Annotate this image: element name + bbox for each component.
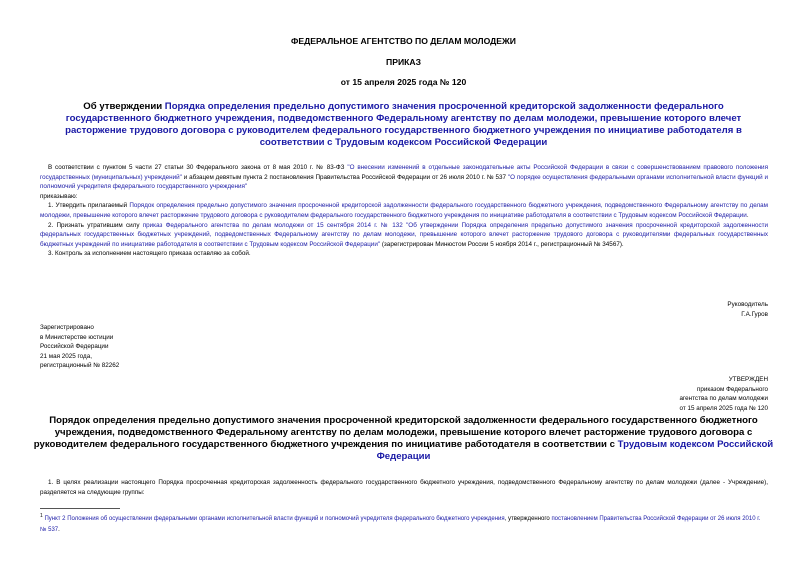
- footnote-marker: 1: [40, 513, 43, 519]
- registration-block: [40, 323, 260, 371]
- order-item-2-link[interactable]: приказ Федерального агентства по делам молодежи от 15 сентября 2014 г. № 132 "Об утверждении Порядка определения предельно допустимого значения просроченной кредиторской задолженности федеральных государственных бюджетных учреждений, подведомственных Федеральному агентству по делам молодежи, превышение которого влечет расторжение трудового договора с руководителями федеральных государственных бюджетных учреждений по инициативе работодателя в соответствии с Трудовым кодексом Российской Федерации": [40, 221, 768, 248]
- labor-code-link[interactable]: Трудовым кодексом Российской Федерации: [376, 439, 774, 462]
- footnote-text: , утвержденного: [504, 516, 552, 522]
- approved-line-4: от 15 апреля 2025 года № 120: [679, 404, 768, 412]
- footnote-resolution-link[interactable]: постановлением Правительства Российской Федерации от 26 июля 2010 г. № 537: [40, 516, 761, 533]
- document-type: ПРИКАЗ: [386, 57, 421, 67]
- order-item-1-prefix: 1. Утвердить прилагаемый: [48, 202, 130, 210]
- preamble-text-1: В соответствии с пунктом 5 части 27 статьи 30 Федерального закона от 8 мая 2010 г. № 83-ФЗ: [48, 164, 348, 171]
- order-title-prefix: Об утверждении: [83, 101, 165, 112]
- preamble-law-link[interactable]: "О внесении изменений в отдельные законодательные акты Российской Федерации в связи с совершенствованием правового положения государственных (муниципальных) учреждений": [40, 164, 768, 181]
- registration-line-3: Российской Федерации: [40, 343, 109, 351]
- signature-role: Руководитель: [727, 301, 768, 308]
- registration-line-4: 21 мая 2025 года,: [40, 352, 92, 360]
- footnote-divider: [40, 508, 120, 509]
- preamble-paragraph: [40, 163, 768, 192]
- approved-line-2: приказом Федерального: [696, 385, 768, 393]
- order-item-2-suffix: (зарегистрирован Минюстом России 5 ноября 2014 г., регистрационный № 34567).: [380, 240, 624, 248]
- footnote-end: .: [58, 527, 60, 533]
- approved-block: [560, 375, 768, 413]
- procedure-title: [30, 415, 777, 463]
- signature-block: [560, 300, 768, 319]
- order-item-1-link[interactable]: Порядок определения предельно допустимого значения просроченной кредиторской задолженности федерального государственного бюджетного учреждения, подведомственного Федеральному агентству по делам молодежи, превышение которого влечет расторжение трудового договора с руководителем федерального государственного бюджетного учреждения по инициативе работодателя в соответствии с Трудовым кодексом Российской Федерации: [40, 202, 768, 219]
- order-title: [50, 101, 757, 149]
- procedure-title-text: Порядок определения предельно допустимого значения просроченной кредиторской задолженности федерального государственного бюджетного учреждения, подведомственного Федеральному агентству по делам молодежи, превышение которого влечет расторжение трудового договора с руководителем федерального государственного бюджетного учреждения по инициативе работодателя в соответствии с: [33, 415, 758, 450]
- orders-word: приказываю:: [40, 192, 78, 200]
- signature-name: Г.А.Гуров: [741, 310, 768, 318]
- approved-line-3: агентства по делам молодежи: [679, 395, 768, 403]
- order-item-2-prefix: 2. Признать утратившим силу: [48, 221, 143, 229]
- footnote: [40, 511, 768, 536]
- procedure-item-1: [40, 478, 768, 497]
- order-item-1-suffix: .: [746, 211, 749, 219]
- footnote-regulation-link[interactable]: Пункт 2 Положения об осуществлении федеральными органами исполнительной власти функций и полномочий учредителя федерального бюджетного учреждения: [44, 516, 505, 522]
- approved-line-1: УТВЕРЖДЕН: [728, 376, 768, 383]
- order-item-1: [40, 201, 768, 220]
- procedure-item-1-text: 1. В целях реализации настоящего Порядка просроченная кредиторская задолженность федерального государственного бюджетного учреждения, подведомственного Федеральному агентству по делам молодежи (далее - Учреждение), разделяется на следующие группы:: [40, 479, 768, 496]
- order-item-3: 3. Контроль за исполнением настоящего приказа оставляю за собой.: [48, 250, 251, 258]
- preamble: [40, 163, 768, 259]
- document-date-number: от 15 апреля 2025 года № 120: [340, 77, 467, 87]
- preamble-resolution-link[interactable]: "О порядке осуществления федеральными органами исполнительной власти функций и полномочий учредителя федерального государственного учреждения": [40, 173, 768, 191]
- registration-line-5: регистрационный № 82262: [40, 362, 120, 370]
- registration-line-1: Зарегистрировано: [40, 324, 94, 331]
- order-title-link[interactable]: Порядка определения предельно допустимого значения просроченной кредиторской задолженности федерального государственного бюджетного учреждения, подведомственного Федеральному агентству по делам молодежи, превышение которого влечет расторжение трудового договора с руководителем федерального государственного бюджетного учреждения по инициативе работодателя в соответствии с Трудовым кодексом Российской Федерации: [65, 101, 742, 148]
- order-item-2: [40, 221, 768, 250]
- registration-line-2: в Министерстве юстиции: [40, 333, 114, 341]
- agency-name: ФЕДЕРАЛЬНОЕ АГЕНТСТВО ПО ДЕЛАМ МОЛОДЕЖИ: [291, 36, 516, 46]
- preamble-text-2: и абзацем девятым пункта 2 постановления Правительства Российской Федерации от 26 июля 2010 г. № 537: [181, 173, 508, 181]
